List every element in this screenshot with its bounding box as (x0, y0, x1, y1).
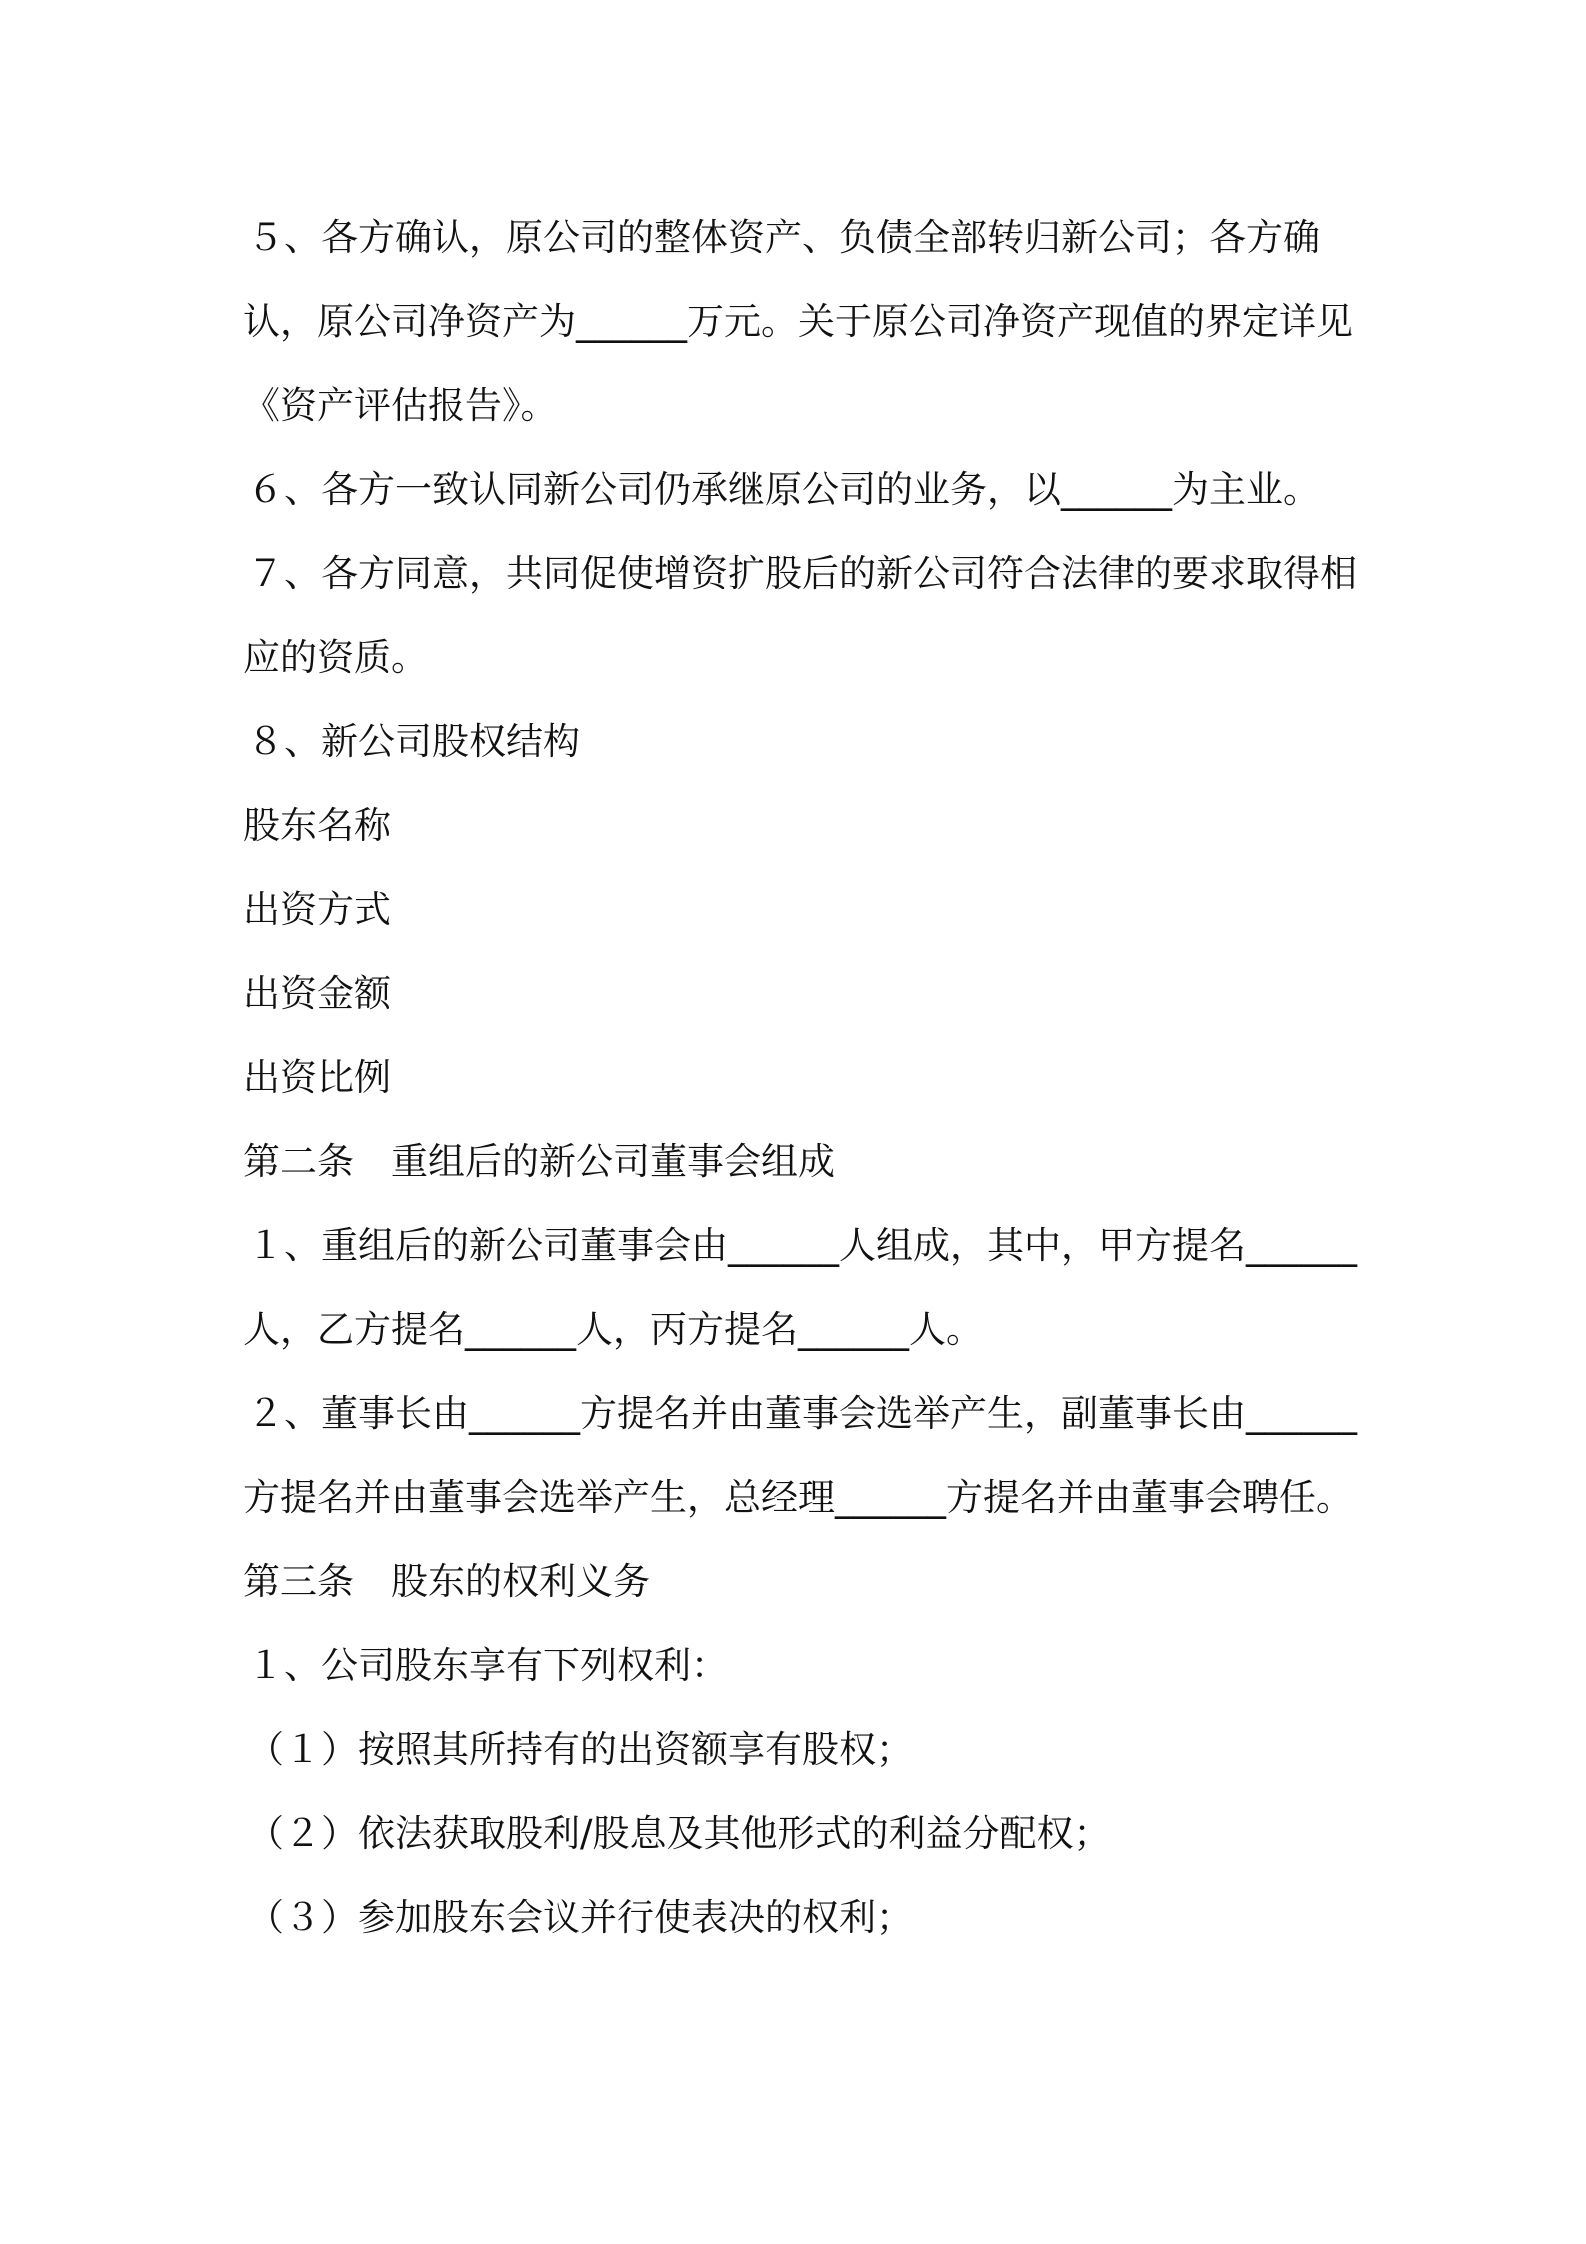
paragraph-right-3: （３）参加股东会议并行使表决的权利； (247, 1896, 913, 1939)
article-2-heading: 第二条 重组后的新公司董事会组成 (243, 1140, 835, 1183)
paragraph-article-2-item-2: ２、董事长由______方提名并由董事会选举产生，副董事长由______方提名并由董事会选举产生，总经理______方提名并由董事会聘任。 (243, 1392, 1357, 1519)
field-contribution-ratio: 出资比例 (243, 1056, 391, 1099)
document-body (243, 196, 1363, 1960)
article-3-heading: 第三条 股东的权利义务 (243, 1560, 650, 1603)
paragraph-right-1: （１）按照其所持有的出资额享有股权； (247, 1728, 913, 1771)
field-contribution-amount: 出资金额 (243, 972, 391, 1015)
paragraph-clause-7: ７、各方同意，共同促使增资扩股后的新公司符合法律的要求取得相应的资质。 (243, 552, 1357, 679)
paragraph-article-3-item-1: １、公司股东享有下列权利： (247, 1644, 728, 1687)
paragraph-clause-5: ５、各方确认，原公司的整体资产、负债全部转归新公司；各方确认，原公司净资产为______万元。关于原公司净资产现值的界定详见《资产评估报告》。 (243, 216, 1353, 427)
paragraph-article-2-item-1: １、重组后的新公司董事会由______人组成，其中，甲方提名______人，乙方提名______人，丙方提名______人。 (243, 1224, 1357, 1351)
field-contribution-method: 出资方式 (243, 888, 391, 931)
paragraph-right-2: （２）依法获取股利/股息及其他形式的利益分配权； (247, 1812, 1111, 1855)
paragraph-clause-8: ８、新公司股权结构 (247, 720, 580, 763)
field-shareholder-name: 股东名称 (243, 804, 391, 847)
paragraph-clause-6: ６、各方一致认同新公司仍承继原公司的业务，以______为主业。 (247, 468, 1320, 511)
